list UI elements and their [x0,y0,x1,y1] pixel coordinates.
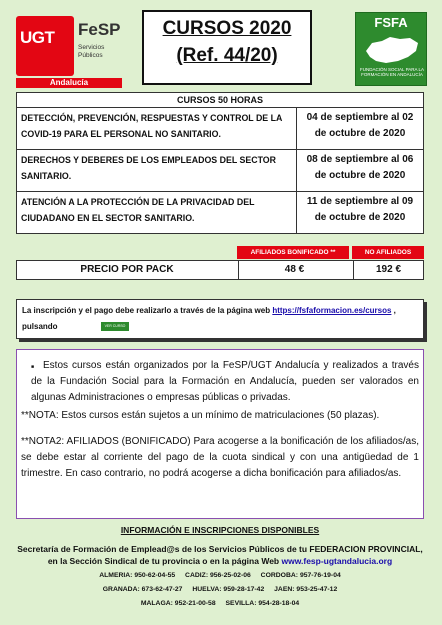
title-box [142,10,312,85]
course-name: ATENCIÓN A LA PROTECCIÓN DE LA PRIVACIDAD DEL CIUDADANO EN EL SECTOR SANITARIO. [17,192,297,234]
fsfa-subtitle: FUNDACIÓN SOCIAL PARA LA FORMACIÓN EN ANDALUCÍA [359,67,424,77]
course-dates: 08 de septiembre al 06 de octubre de 2020 [297,150,424,192]
contact-phone: CADIZ: 956-25-02-06 [185,572,251,579]
inscription-text-before: La inscripción y el pago debe realizarlo a través de la página web [22,306,273,315]
contact-phone: JAEN: 953-25-47-12 [274,586,338,593]
footer-line1: Secretaría de Formación de Emplead@s de los Servicios Públicos de tu FEDERACION PROVINCIAL, [17,544,423,554]
view-course-button[interactable]: VER CURSO [101,322,129,331]
price-header-non-affiliated: NO AFILIADOS [352,246,424,259]
contact-phone: MALAGA: 952-21-00-58 [140,600,216,607]
course-dates: 11 de septiembre al 09 de octubre de 2020 [297,192,424,234]
contact-phone: CORDOBA: 957-76-19-04 [260,572,341,579]
contacts-row [16,600,424,607]
inscription-box [16,299,424,339]
footer-line2 [16,556,424,566]
table-row [17,192,424,234]
course-name: DETECCIÓN, PREVENCIÓN, RESPUESTAS Y CONTROL DE LA COVID-19 PARA EL PERSONAL NO SANITARIO. [17,108,297,150]
course-name: DERECHOS Y DEBERES DE LOS EMPLEADOS DEL SECTOR SANITARIO. [17,150,297,192]
courses-header-row [17,93,424,108]
inscription-line2: pulsando [22,322,58,331]
footer-line2-text: en la Sección Sindical de tu provincia o en la página Web [47,556,282,566]
price-row [16,260,424,280]
inscription-text-after: , [391,306,396,315]
course-dates: 04 de septiembre al 02 de octubre de 2020 [297,108,424,150]
fesp-logo-text: FeSP [78,20,121,39]
table-row [17,108,424,150]
ugt-logo-text: UGT [20,28,55,47]
contact-phone: SEVILLA: 954-28-18-04 [225,600,300,607]
contacts-row [16,586,424,593]
price-label: PRECIO POR PACK [80,264,174,275]
footer-title: INFORMACIÓN E INSCRIPCIONES DISPONIBLES [120,525,320,535]
footer-website-link[interactable]: www.fesp-ugtandalucia.org [281,556,393,566]
contact-phone: ALMERIA: 950-62-04-55 [99,572,176,579]
contacts-row [16,572,424,579]
info-paragraph: Estos cursos están organizados por la FeSP/UGT Andalucía y realizados a través de la Fundación Social para la Formación en Andalucía, pueden ser valorados en algunas Administraciones o empresas públicas o privadas. [31,360,419,403]
ugt-fesp-logo [12,14,130,86]
fsfa-logo [355,12,427,86]
courses-table [16,92,424,234]
price-header-affiliated: AFILIADOS BONIFICADO ** [237,246,349,259]
inscription-link[interactable]: https://fsfaformacion.es/cursos [272,306,392,315]
info-box [16,349,424,519]
price-non-affiliated: 192 € [353,261,423,279]
contact-phone: HUELVA: 959-28-17-42 [192,586,265,593]
andalucia-label: Andalucía [16,78,122,88]
contact-phone: GRANADA: 673-62-47-27 [102,586,183,593]
fesp-subtitle: Servicios Públicos [78,44,105,59]
info-note: **NOTA: Estos cursos están sujetos a un mínimo de matriculaciones (50 plazas). [21,410,380,421]
bullet-icon: ■ [31,364,35,370]
page-reference: (Ref. 44/20) [176,45,278,66]
page-title: CURSOS 2020 [162,18,292,39]
fsfa-logo-text: FSFA [374,15,408,30]
table-row [17,150,424,192]
info-note2: **NOTA2: AFILIADOS (BONIFICADO) Para acogerse a la bonificación de los afiliados/as, se debe estar al corriente del pago de la cuota sindical y con una antigüedad de 1 trimestre. En caso contrario, no podrá acogerse a dicha bonificación para afiliados/as. [21,436,419,479]
inscription-text [22,305,420,316]
andalucia-map-icon [364,35,420,65]
price-affiliated: 48 € [238,261,350,279]
courses-header: CURSOS 50 HORAS [17,93,424,108]
